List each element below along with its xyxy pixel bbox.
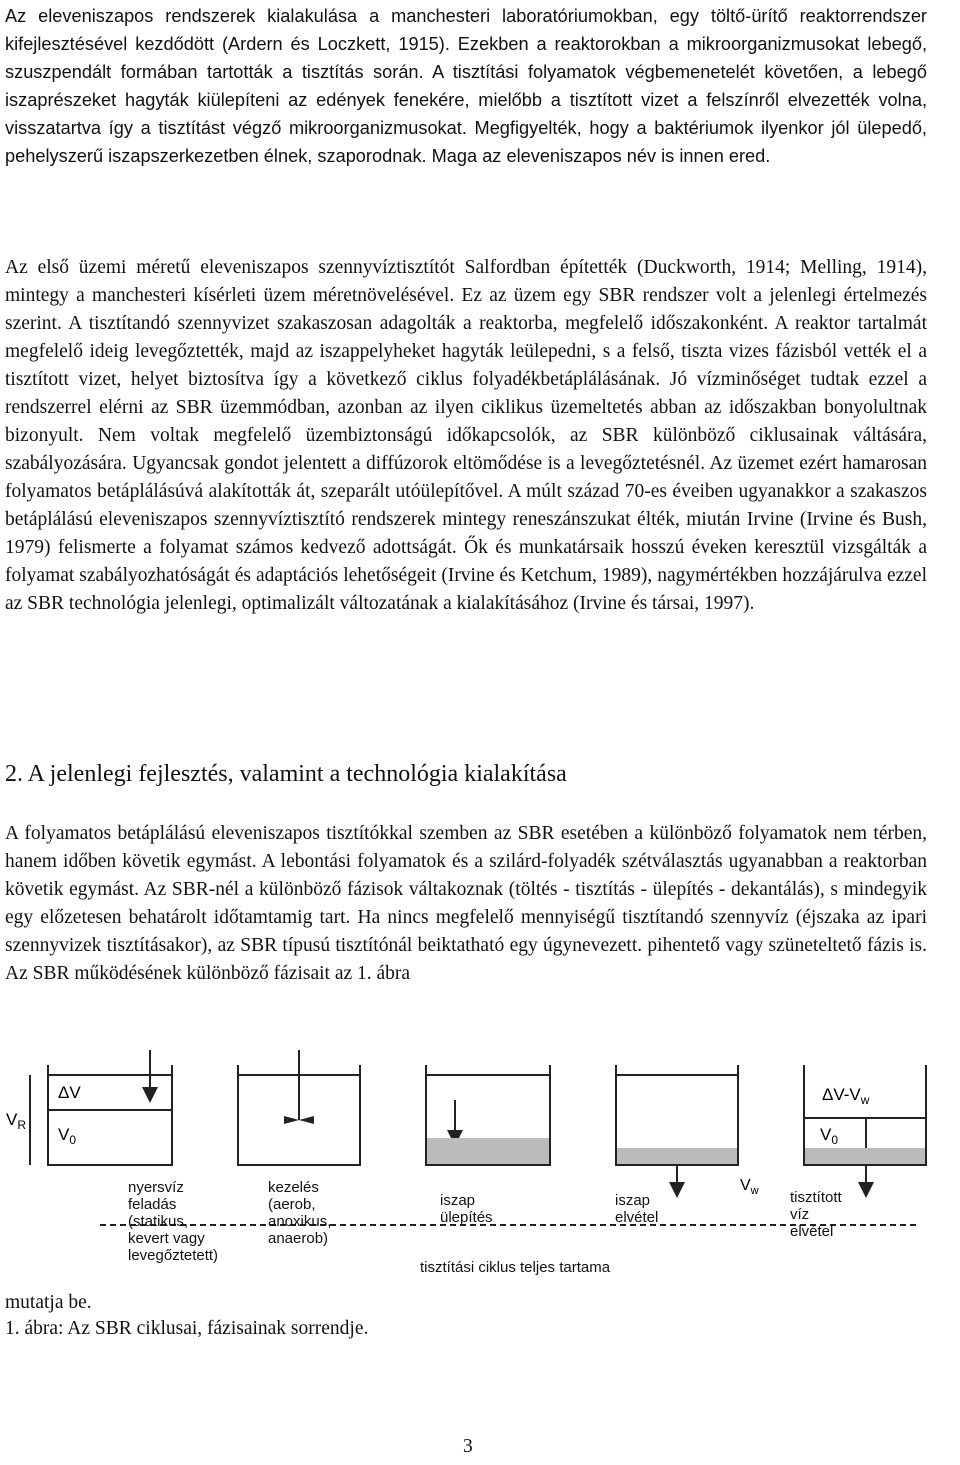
paragraph-sbr-phases: A folyamatos betáplálású eleveniszapos tisztítókkal szemben az SBR esetében a különböző folyamatok nem térben, hanem időben követik egymást. A lebontási folyamatok és a szilárd-folyadék szétválasztás ugyanabban a reaktorban követik egymást. Az SBR-nél a különböző fázisok váltakoznak (töltés - tisztítás - ülepítés - dekantálás), s mindegyik egy előzetesen behatárolt időtamtamig tart. Ha nincs megfelelő mennyiségű tisztítandó szennyvíz (éjszaka az ipari szennyvizek tisztításakor), az SBR típusú tisztítónál beiktatható egy úgynevezett. pihentető vagy szüneteltető fázis is. Az SBR működésének különböző fázisait az 1. ábra <box>5 823 927 984</box>
symbol-vr: $V_R$ <box>6 1110 27 1132</box>
label-fill-2: feladás <box>128 1196 177 1213</box>
tank-fill <box>48 1065 172 1165</box>
label-react-4: anaerob) <box>268 1230 329 1247</box>
figure-caption: 1. ábra: Az SBR ciklusai, fázisainak sorrendje. <box>5 1318 369 1339</box>
label-react-1: kezelés <box>268 1179 319 1196</box>
label-draw-1: tisztított <box>790 1189 842 1206</box>
symbol-v0-fill: $V_0$ <box>58 1125 77 1147</box>
label-draw-2: víz <box>790 1206 810 1223</box>
sbr-cycle-figure <box>0 1040 960 1290</box>
label-draw-3: elvétel <box>790 1223 834 1240</box>
paragraph-salford: Az első üzemi méretű eleveniszapos szennyvíztisztítót Salfordban építették (Duckworth, 1914; Melling, 1914), mintegy a manchesteri kísérleti üzem méretnövelésével. Ez az üzem egy SBR rendszer volt a jelenlegi értelmezés szerint. A tisztítandó szennyvizet szakaszosan adagolták a reaktorba, megfelelő időszakonként. A reaktor tartalmát megfelelő ideig levegőztették, majd az iszappelyheket hagyták leülepedni, s a felső, tiszta vizes fázisból vették el a tisztított vizet, helyet biztosítva így a következő ciklus folyadékbetáplálásának. Jó vízminőséget tudtak ezzel a rendszerrel elérni az SBR üzemmódban, azonban az ilyen ciklikus üzemeltetés abban az időszakban bonyolultnak bizonyult. Nem voltak megfelelő üzembiztonságú időkapcsolók, az SBR különböző ciklusainak váltására, szabályozására. Ugyancsak gondot jelentett a diffúzorok eltömődése is a levegőztetésnél. Az üzemet ezért hamarosan folyamatos betáplálásúvá alakították át, szeparált utóülepítővel. A múlt század 70-es éveiben ugyanakkor a szakaszos betáplálású eleveniszapos szennyvíztisztító rendszerek mintegy reneszánszukat élték, miután Irvine (Irvine és Bush, 1979) felismerte a folyamat számos kedvező adottságát. Ők és munkatársaik hosszú éveken keresztül vizsgálták a folyamat szabályozhatóságát és adaptációs lehetőségeit (Irvine és Ketchum, 1989), nagymértékben hozzájárulva ezzel az SBR technológia jelenlegi, optimalizált változatának a kialakításához (Irvine és társai, 1997). <box>5 257 927 614</box>
label-fill-4: kevert vagy <box>128 1230 205 1247</box>
paragraph-continuation: mutatja be. <box>5 1292 92 1313</box>
symbol-vw: $V_w$ <box>740 1177 759 1197</box>
label-sludge-1: iszap <box>615 1192 651 1209</box>
sbr-cycle-diagram <box>0 1040 960 1290</box>
symbol-dv-vw: $\Delta V-V_w$ <box>822 1085 870 1107</box>
section-heading: 2. A jelenlegi fejlesztés, valamint a technológia kialakítása <box>5 761 567 787</box>
label-react-2: (aerob, <box>268 1196 316 1213</box>
page-number: 3 <box>463 1436 473 1457</box>
symbol-dv: ΔV <box>58 1083 81 1102</box>
label-settle-2: ülepítés <box>440 1209 493 1226</box>
label-fill-5: levegőztetett) <box>128 1247 219 1264</box>
label-react-3: anoxikus, <box>268 1213 332 1230</box>
label-fill-1: nyersvíz <box>128 1179 184 1196</box>
label-cycle-duration: tisztítási ciklus teljes tartama <box>420 1259 611 1276</box>
paragraph-history: Az eleveniszapos rendszerek kialakulása a manchesteri laboratóriumokban, egy töltő-ürítő reaktorrendszer kifejlesztésével kezdődött (Ardern és Loczkett, 1915). Ezekben a reaktorokban a mikroorganizmusokat lebegő, szuszpendált formában tartották a tisztítás során. A tisztítási folyamatok végbemenetelét követően, a lebegő iszaprészeket hagyták kiülepíteni az edények fenekére, mielőbb a tisztított vizet a felszínről elvezették volna, visszatartva így a tisztítást végző mikroorganizmusokat. Megfigyelték, hogy a baktériumok ilyenkor jól ülepedő, pehelyszerű iszapszerkezetben élnek, szaporodnak. Maga az eleveniszapos név is innen ered. <box>5 6 927 166</box>
label-fill-3: (statikus, <box>128 1213 189 1230</box>
label-settle-1: iszap <box>440 1192 476 1209</box>
symbol-v0-draw: $V_0$ <box>820 1125 839 1147</box>
label-sludge-2: elvétel <box>615 1209 659 1226</box>
